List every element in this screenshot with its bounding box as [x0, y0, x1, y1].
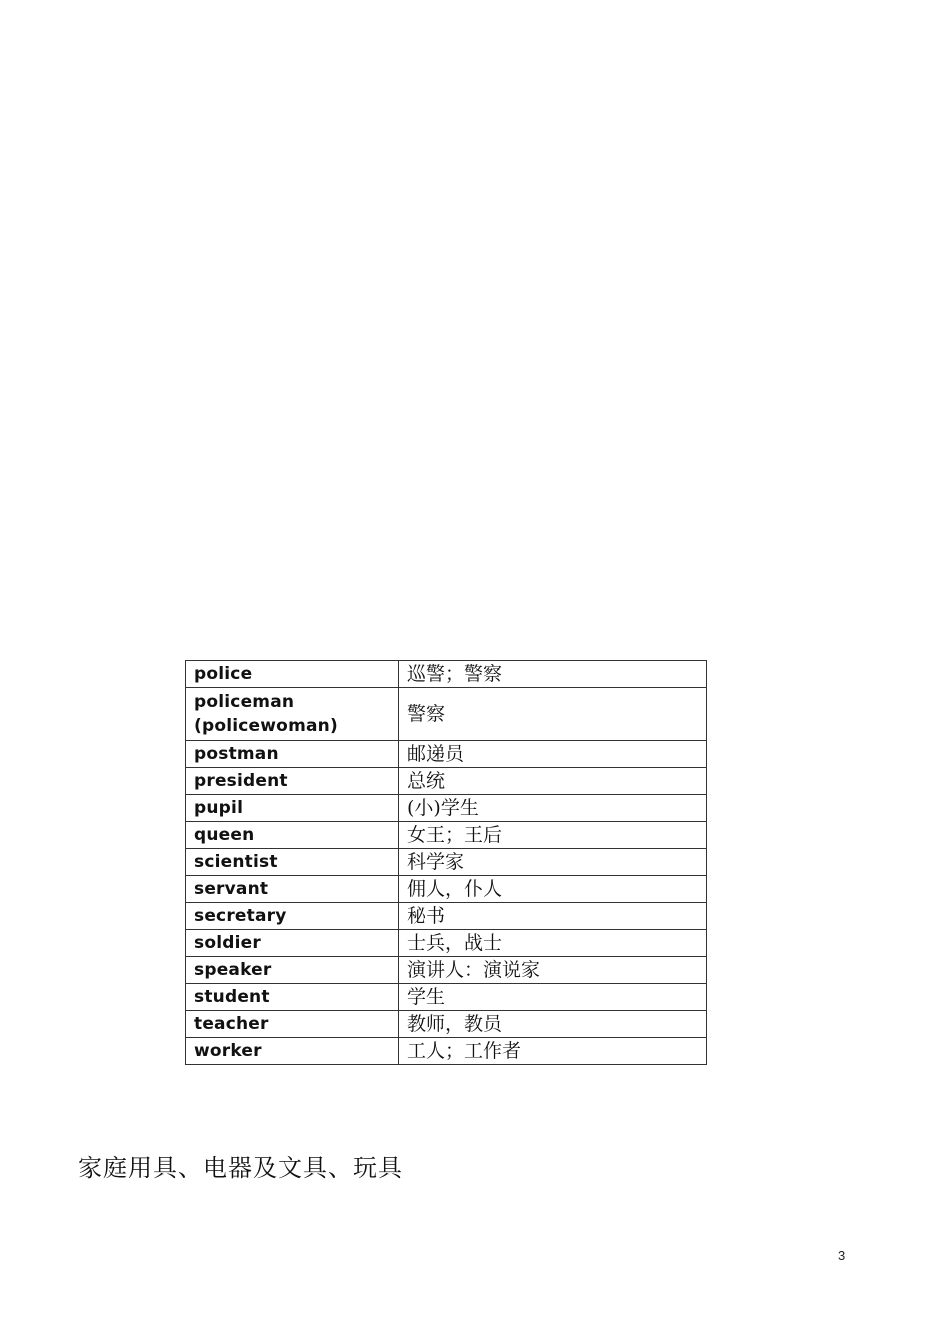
chinese-meaning: 士兵，战士: [399, 930, 707, 957]
chinese-meaning: 演讲人：演说家: [399, 957, 707, 984]
english-word: policeman (policewoman): [186, 688, 399, 741]
chinese-meaning: 警察: [399, 688, 707, 741]
table-row: [186, 688, 707, 741]
english-word: student: [186, 984, 399, 1011]
chinese-meaning: 学生: [399, 984, 707, 1011]
chinese-meaning: 邮递员: [399, 741, 707, 768]
table-row: [186, 768, 707, 795]
table-row: [186, 930, 707, 957]
vocabulary-table: [185, 660, 707, 1065]
chinese-meaning: 佣人，仆人: [399, 876, 707, 903]
english-word: servant: [186, 876, 399, 903]
english-word: soldier: [186, 930, 399, 957]
english-word: teacher: [186, 1011, 399, 1038]
chinese-meaning: 工人；工作者: [399, 1038, 707, 1065]
english-word: secretary: [186, 903, 399, 930]
table-row: [186, 984, 707, 1011]
table-row: [186, 1038, 707, 1065]
table-row: [186, 822, 707, 849]
chinese-meaning: 秘书: [399, 903, 707, 930]
table-row: [186, 876, 707, 903]
section-heading: 家庭用具、电器及文具、玩具: [78, 1154, 403, 1182]
table-row: [186, 849, 707, 876]
page-number: 3: [838, 1248, 846, 1263]
english-word: pupil: [186, 795, 399, 822]
chinese-meaning: (小)学生: [399, 795, 707, 822]
english-word: worker: [186, 1038, 399, 1065]
table-row: [186, 661, 707, 688]
chinese-meaning: 巡警；警察: [399, 661, 707, 688]
table-row: [186, 795, 707, 822]
english-word: president: [186, 768, 399, 795]
english-word: queen: [186, 822, 399, 849]
chinese-meaning: 总统: [399, 768, 707, 795]
table-row: [186, 957, 707, 984]
english-word: postman: [186, 741, 399, 768]
english-word: police: [186, 661, 399, 688]
english-word: scientist: [186, 849, 399, 876]
table-row: [186, 1011, 707, 1038]
english-word: speaker: [186, 957, 399, 984]
chinese-meaning: 女王；王后: [399, 822, 707, 849]
chinese-meaning: 教师，教员: [399, 1011, 707, 1038]
table-row: [186, 741, 707, 768]
table-row: [186, 903, 707, 930]
chinese-meaning: 科学家: [399, 849, 707, 876]
